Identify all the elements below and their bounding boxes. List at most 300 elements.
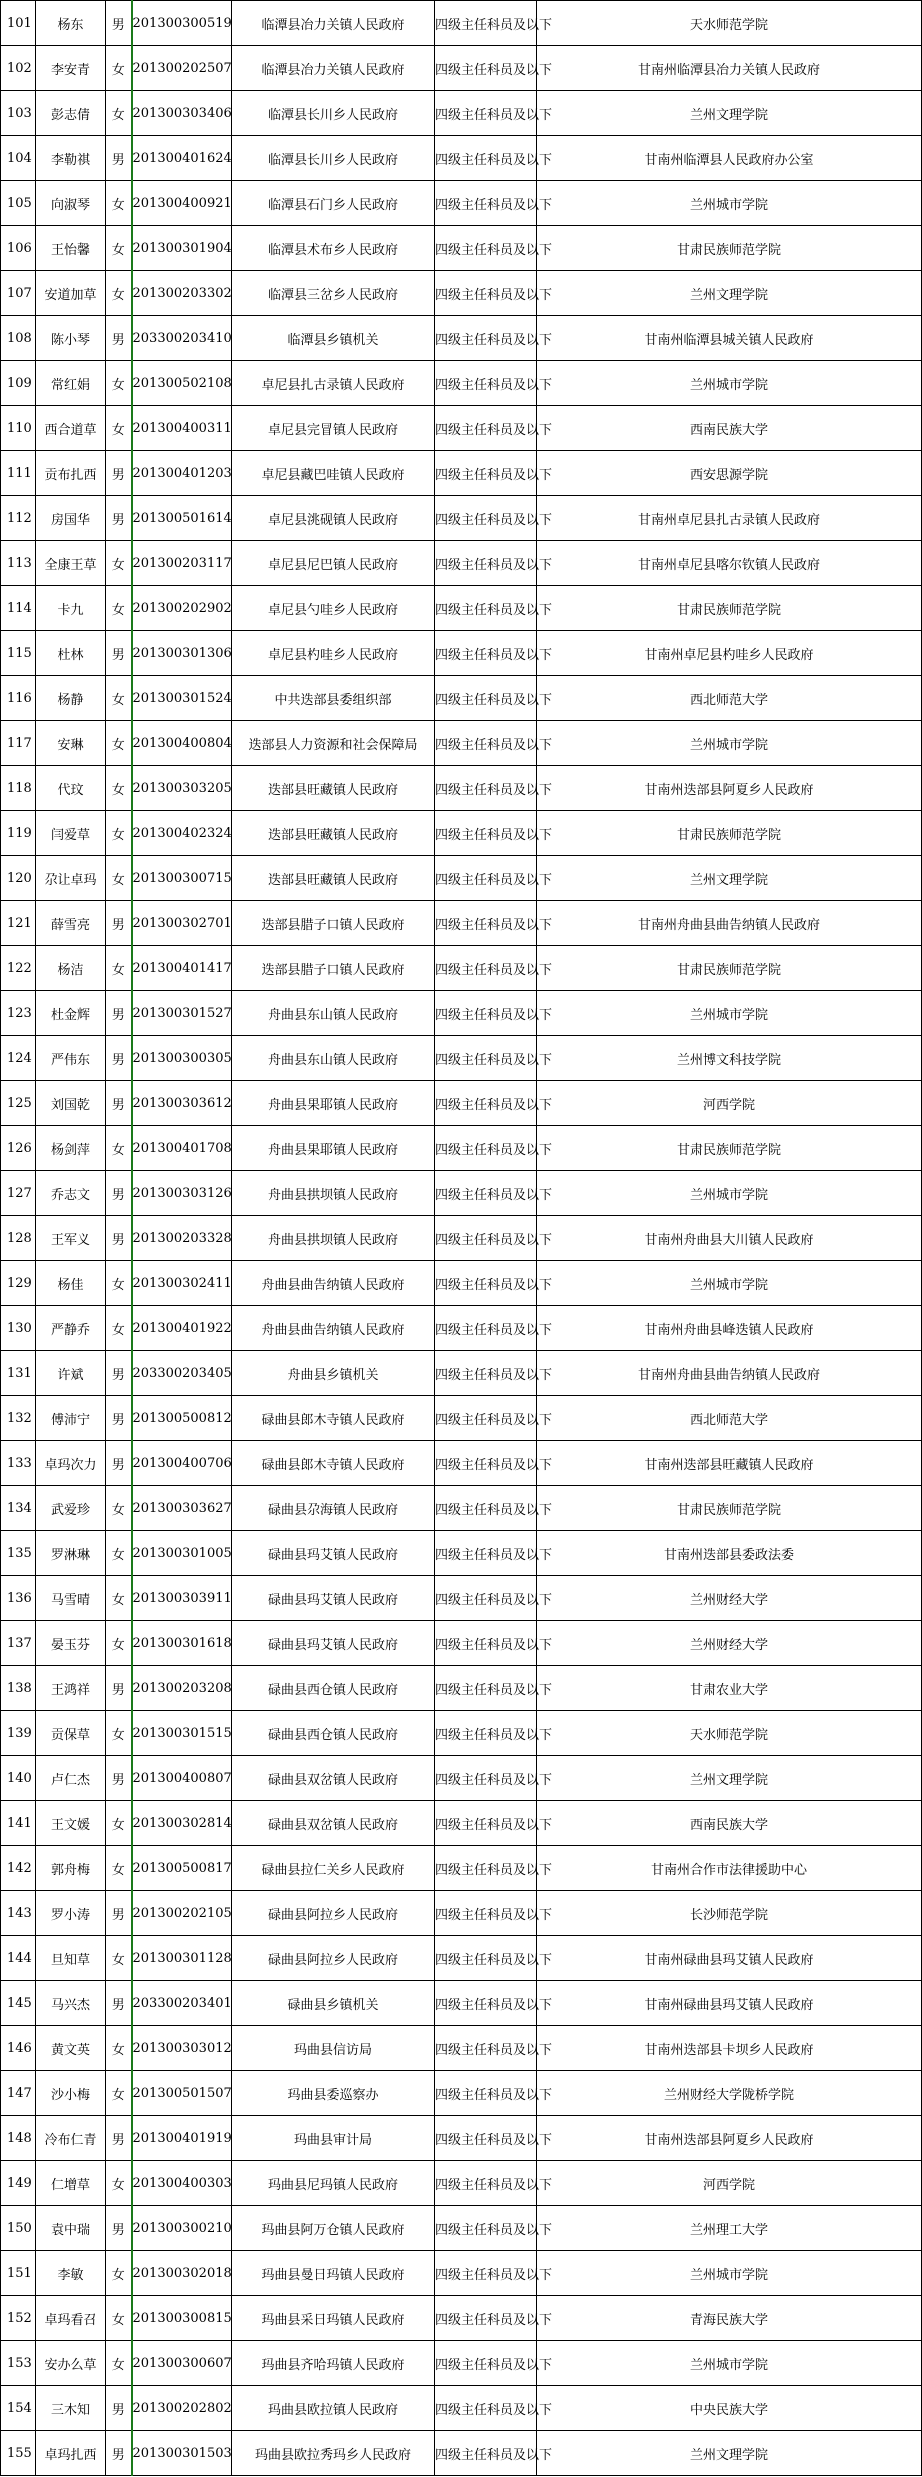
exam-id-cell: 201300401922 xyxy=(132,1306,232,1351)
gender-cell: 男 xyxy=(106,1981,132,2026)
source-unit-cell: 兰州理工大学 xyxy=(537,2206,922,2251)
table-row xyxy=(1,541,922,586)
name-cell: 安办么草 xyxy=(36,2341,106,2386)
job-level-cell: 四级主任科员及以下 xyxy=(435,91,537,136)
gender-cell: 女 xyxy=(106,811,132,856)
position-unit-cell: 玛曲县信访局 xyxy=(232,2026,435,2071)
source-unit-cell: 甘南州碌曲县玛艾镇人民政府 xyxy=(537,1936,922,1981)
name-cell: 李安青 xyxy=(36,46,106,91)
source-unit-cell: 西安思源学院 xyxy=(537,451,922,496)
source-unit-cell: 兰州财经大学 xyxy=(537,1621,922,1666)
source-unit-cell: 兰州城市学院 xyxy=(537,1261,922,1306)
table-row xyxy=(1,1261,922,1306)
gender-cell: 男 xyxy=(106,1036,132,1081)
exam-id-cell: 201300401708 xyxy=(132,1126,232,1171)
row-number-cell: 148 xyxy=(1,2116,36,2161)
row-number-cell: 153 xyxy=(1,2341,36,2386)
name-cell: 严伟东 xyxy=(36,1036,106,1081)
row-number-cell: 111 xyxy=(1,451,36,496)
table-row xyxy=(1,1081,922,1126)
job-level-cell: 四级主任科员及以下 xyxy=(435,1621,537,1666)
position-unit-cell: 碌曲县乡镇机关 xyxy=(232,1981,435,2026)
job-level-cell: 四级主任科员及以下 xyxy=(435,1576,537,1621)
gender-cell: 男 xyxy=(106,2206,132,2251)
job-level-cell: 四级主任科员及以下 xyxy=(435,2251,537,2296)
job-level-cell: 四级主任科员及以下 xyxy=(435,2431,537,2476)
position-unit-cell: 临潭县冶力关镇人民政府 xyxy=(232,1,435,46)
job-level-cell: 四级主任科员及以下 xyxy=(435,1756,537,1801)
table-row xyxy=(1,1666,922,1711)
name-cell: 陈小琴 xyxy=(36,316,106,361)
gender-cell: 男 xyxy=(106,901,132,946)
position-unit-cell: 玛曲县审计局 xyxy=(232,2116,435,2161)
row-number-cell: 151 xyxy=(1,2251,36,2296)
table-row xyxy=(1,2386,922,2431)
table-row xyxy=(1,181,922,226)
gender-cell: 男 xyxy=(106,1396,132,1441)
position-unit-cell: 碌曲县西仓镇人民政府 xyxy=(232,1711,435,1756)
exam-id-cell: 201300501614 xyxy=(132,496,232,541)
position-unit-cell: 迭部县旺藏镇人民政府 xyxy=(232,856,435,901)
table-row xyxy=(1,2296,922,2341)
position-unit-cell: 卓尼县完冒镇人民政府 xyxy=(232,406,435,451)
name-cell: 李敏 xyxy=(36,2251,106,2296)
row-number-cell: 107 xyxy=(1,271,36,316)
name-cell: 刘国乾 xyxy=(36,1081,106,1126)
job-level-cell: 四级主任科员及以下 xyxy=(435,451,537,496)
source-unit-cell: 甘南州迭部县卡坝乡人民政府 xyxy=(537,2026,922,2071)
position-unit-cell: 迭部县旺藏镇人民政府 xyxy=(232,766,435,811)
row-number-cell: 143 xyxy=(1,1891,36,1936)
table-row xyxy=(1,1531,922,1576)
name-cell: 杜金辉 xyxy=(36,991,106,1036)
position-unit-cell: 玛曲县委巡察办 xyxy=(232,2071,435,2116)
job-level-cell: 四级主任科员及以下 xyxy=(435,766,537,811)
table-row xyxy=(1,946,922,991)
exam-id-cell: 201300301503 xyxy=(132,2431,232,2476)
source-unit-cell: 甘南州碌曲县玛艾镇人民政府 xyxy=(537,1981,922,2026)
job-level-cell: 四级主任科员及以下 xyxy=(435,2341,537,2386)
gender-cell: 女 xyxy=(106,2341,132,2386)
gender-cell: 女 xyxy=(106,2071,132,2116)
gender-cell: 女 xyxy=(106,1621,132,1666)
table-row xyxy=(1,1846,922,1891)
source-unit-cell: 甘肃民族师范学院 xyxy=(537,946,922,991)
position-unit-cell: 中共迭部县委组织部 xyxy=(232,676,435,721)
row-number-cell: 136 xyxy=(1,1576,36,1621)
row-number-cell: 103 xyxy=(1,91,36,136)
job-level-cell: 四级主任科员及以下 xyxy=(435,271,537,316)
gender-cell: 女 xyxy=(106,1846,132,1891)
exam-id-cell: 201300303612 xyxy=(132,1081,232,1126)
job-level-cell: 四级主任科员及以下 xyxy=(435,2071,537,2116)
gender-cell: 男 xyxy=(106,1756,132,1801)
row-number-cell: 142 xyxy=(1,1846,36,1891)
position-unit-cell: 舟曲县拱坝镇人民政府 xyxy=(232,1216,435,1261)
row-number-cell: 122 xyxy=(1,946,36,991)
position-unit-cell: 舟曲县东山镇人民政府 xyxy=(232,1036,435,1081)
table-row xyxy=(1,676,922,721)
gender-cell: 男 xyxy=(106,631,132,676)
name-cell: 卡九 xyxy=(36,586,106,631)
row-number-cell: 124 xyxy=(1,1036,36,1081)
source-unit-cell: 甘南州迭部县旺藏镇人民政府 xyxy=(537,1441,922,1486)
gender-cell: 女 xyxy=(106,2161,132,2206)
name-cell: 向淑琴 xyxy=(36,181,106,226)
source-unit-cell: 甘肃民族师范学院 xyxy=(537,226,922,271)
name-cell: 杨剑萍 xyxy=(36,1126,106,1171)
gender-cell: 男 xyxy=(106,1081,132,1126)
table-row xyxy=(1,631,922,676)
row-number-cell: 139 xyxy=(1,1711,36,1756)
table-row xyxy=(1,1711,922,1756)
row-number-cell: 116 xyxy=(1,676,36,721)
gender-cell: 男 xyxy=(106,1891,132,1936)
exam-id-cell: 201300303911 xyxy=(132,1576,232,1621)
row-number-cell: 132 xyxy=(1,1396,36,1441)
table-row xyxy=(1,361,922,406)
gender-cell: 男 xyxy=(106,1,132,46)
gender-cell: 女 xyxy=(106,1711,132,1756)
exam-id-cell: 201300400804 xyxy=(132,721,232,766)
job-level-cell: 四级主任科员及以下 xyxy=(435,1531,537,1576)
job-level-cell: 四级主任科员及以下 xyxy=(435,181,537,226)
gender-cell: 女 xyxy=(106,271,132,316)
exam-id-cell: 201300301515 xyxy=(132,1711,232,1756)
row-number-cell: 133 xyxy=(1,1441,36,1486)
name-cell: 马雪晴 xyxy=(36,1576,106,1621)
table-row xyxy=(1,271,922,316)
gender-cell: 男 xyxy=(106,1666,132,1711)
table-row xyxy=(1,721,922,766)
table-row xyxy=(1,811,922,856)
job-level-cell: 四级主任科员及以下 xyxy=(435,2386,537,2431)
source-unit-cell: 甘肃民族师范学院 xyxy=(537,1486,922,1531)
name-cell: 冷布仁青 xyxy=(36,2116,106,2161)
row-number-cell: 130 xyxy=(1,1306,36,1351)
position-unit-cell: 舟曲县东山镇人民政府 xyxy=(232,991,435,1036)
row-number-cell: 137 xyxy=(1,1621,36,1666)
row-number-cell: 127 xyxy=(1,1171,36,1216)
exam-id-cell: 201300202902 xyxy=(132,586,232,631)
exam-id-cell: 201300300715 xyxy=(132,856,232,901)
position-unit-cell: 卓尼县藏巴哇镇人民政府 xyxy=(232,451,435,496)
row-number-cell: 109 xyxy=(1,361,36,406)
position-unit-cell: 碌曲县玛艾镇人民政府 xyxy=(232,1621,435,1666)
name-cell: 房国华 xyxy=(36,496,106,541)
name-cell: 许斌 xyxy=(36,1351,106,1396)
exam-id-cell: 201300501507 xyxy=(132,2071,232,2116)
job-level-cell: 四级主任科员及以下 xyxy=(435,1216,537,1261)
name-cell: 杨洁 xyxy=(36,946,106,991)
row-number-cell: 140 xyxy=(1,1756,36,1801)
gender-cell: 女 xyxy=(106,181,132,226)
position-unit-cell: 临潭县长川乡人民政府 xyxy=(232,91,435,136)
exam-id-cell: 201300300519 xyxy=(132,1,232,46)
name-cell: 常红娟 xyxy=(36,361,106,406)
job-level-cell: 四级主任科员及以下 xyxy=(435,2116,537,2161)
source-unit-cell: 兰州博文科技学院 xyxy=(537,1036,922,1081)
position-unit-cell: 玛曲县尼玛镇人民政府 xyxy=(232,2161,435,2206)
exam-id-cell: 201300402324 xyxy=(132,811,232,856)
table-row xyxy=(1,2071,922,2116)
table-row xyxy=(1,2206,922,2251)
source-unit-cell: 甘南州迭部县阿夏乡人民政府 xyxy=(537,2116,922,2161)
position-unit-cell: 碌曲县郎木寺镇人民政府 xyxy=(232,1396,435,1441)
table-row xyxy=(1,901,922,946)
exam-id-cell: 201300502108 xyxy=(132,361,232,406)
gender-cell: 女 xyxy=(106,856,132,901)
table-row xyxy=(1,1621,922,1666)
table-row xyxy=(1,1036,922,1081)
job-level-cell: 四级主任科员及以下 xyxy=(435,631,537,676)
exam-id-cell: 201300400311 xyxy=(132,406,232,451)
source-unit-cell: 长沙师范学院 xyxy=(537,1891,922,1936)
job-level-cell: 四级主任科员及以下 xyxy=(435,991,537,1036)
exam-id-cell: 201300203117 xyxy=(132,541,232,586)
exam-id-cell: 201300301306 xyxy=(132,631,232,676)
gender-cell: 男 xyxy=(106,991,132,1036)
position-unit-cell: 临潭县术布乡人民政府 xyxy=(232,226,435,271)
source-unit-cell: 甘南州合作市法律援助中心 xyxy=(537,1846,922,1891)
name-cell: 三木知 xyxy=(36,2386,106,2431)
row-number-cell: 146 xyxy=(1,2026,36,2071)
row-number-cell: 106 xyxy=(1,226,36,271)
gender-cell: 女 xyxy=(106,2296,132,2341)
row-number-cell: 114 xyxy=(1,586,36,631)
gender-cell: 女 xyxy=(106,406,132,451)
name-cell: 罗小涛 xyxy=(36,1891,106,1936)
source-unit-cell: 西南民族大学 xyxy=(537,406,922,451)
exam-id-cell: 201300401624 xyxy=(132,136,232,181)
position-unit-cell: 碌曲县阿拉乡人民政府 xyxy=(232,1936,435,1981)
row-number-cell: 134 xyxy=(1,1486,36,1531)
job-level-cell: 四级主任科员及以下 xyxy=(435,2026,537,2071)
gender-cell: 男 xyxy=(106,451,132,496)
name-cell: 安道加草 xyxy=(36,271,106,316)
source-unit-cell: 甘肃民族师范学院 xyxy=(537,586,922,631)
position-unit-cell: 碌曲县尕海镇人民政府 xyxy=(232,1486,435,1531)
gender-cell: 男 xyxy=(106,496,132,541)
exam-id-cell: 201300202802 xyxy=(132,2386,232,2431)
job-level-cell: 四级主任科员及以下 xyxy=(435,1306,537,1351)
table-row xyxy=(1,316,922,361)
exam-id-cell: 201300303126 xyxy=(132,1171,232,1216)
table-row xyxy=(1,1351,922,1396)
row-number-cell: 141 xyxy=(1,1801,36,1846)
exam-id-cell: 203300203405 xyxy=(132,1351,232,1396)
position-unit-cell: 迭部县旺藏镇人民政府 xyxy=(232,811,435,856)
position-unit-cell: 玛曲县阿万仓镇人民政府 xyxy=(232,2206,435,2251)
row-number-cell: 150 xyxy=(1,2206,36,2251)
name-cell: 尕让卓玛 xyxy=(36,856,106,901)
source-unit-cell: 甘南州临潭县冶力关镇人民政府 xyxy=(537,46,922,91)
table-row xyxy=(1,1171,922,1216)
source-unit-cell: 甘肃农业大学 xyxy=(537,1666,922,1711)
exam-id-cell: 201300203302 xyxy=(132,271,232,316)
table-row xyxy=(1,1756,922,1801)
table-row xyxy=(1,496,922,541)
name-cell: 杨静 xyxy=(36,676,106,721)
table-row xyxy=(1,1936,922,1981)
name-cell: 晏玉芬 xyxy=(36,1621,106,1666)
row-number-cell: 101 xyxy=(1,1,36,46)
name-cell: 杜林 xyxy=(36,631,106,676)
table-row xyxy=(1,1891,922,1936)
row-number-cell: 118 xyxy=(1,766,36,811)
gender-cell: 女 xyxy=(106,1306,132,1351)
table-row xyxy=(1,2341,922,2386)
position-unit-cell: 碌曲县玛艾镇人民政府 xyxy=(232,1576,435,1621)
job-level-cell: 四级主任科员及以下 xyxy=(435,1981,537,2026)
name-cell: 安琳 xyxy=(36,721,106,766)
gender-cell: 女 xyxy=(106,2251,132,2296)
table-row xyxy=(1,46,922,91)
gender-cell: 女 xyxy=(106,1126,132,1171)
name-cell: 乔志文 xyxy=(36,1171,106,1216)
name-cell: 薛雪亮 xyxy=(36,901,106,946)
job-level-cell: 四级主任科员及以下 xyxy=(435,361,537,406)
name-cell: 李勒祺 xyxy=(36,136,106,181)
job-level-cell: 四级主任科员及以下 xyxy=(435,1351,537,1396)
job-level-cell: 四级主任科员及以下 xyxy=(435,586,537,631)
source-unit-cell: 兰州文理学院 xyxy=(537,91,922,136)
position-unit-cell: 舟曲县果耶镇人民政府 xyxy=(232,1126,435,1171)
position-unit-cell: 碌曲县双岔镇人民政府 xyxy=(232,1756,435,1801)
name-cell: 杨东 xyxy=(36,1,106,46)
job-level-cell: 四级主任科员及以下 xyxy=(435,1081,537,1126)
name-cell: 王怡馨 xyxy=(36,226,106,271)
job-level-cell: 四级主任科员及以下 xyxy=(435,1936,537,1981)
exam-id-cell: 201300300210 xyxy=(132,2206,232,2251)
position-unit-cell: 迭部县人力资源和社会保障局 xyxy=(232,721,435,766)
name-cell: 王军义 xyxy=(36,1216,106,1261)
gender-cell: 女 xyxy=(106,586,132,631)
name-cell: 彭志倩 xyxy=(36,91,106,136)
exam-id-cell: 201300500812 xyxy=(132,1396,232,1441)
position-unit-cell: 舟曲县曲告纳镇人民政府 xyxy=(232,1261,435,1306)
position-unit-cell: 舟曲县拱坝镇人民政府 xyxy=(232,1171,435,1216)
source-unit-cell: 河西学院 xyxy=(537,2161,922,2206)
exam-id-cell: 201300400303 xyxy=(132,2161,232,2206)
job-level-cell: 四级主任科员及以下 xyxy=(435,1441,537,1486)
name-cell: 傅沛宁 xyxy=(36,1396,106,1441)
position-unit-cell: 卓尼县勺哇乡人民政府 xyxy=(232,586,435,631)
table-row xyxy=(1,226,922,271)
row-number-cell: 128 xyxy=(1,1216,36,1261)
gender-cell: 女 xyxy=(106,676,132,721)
row-number-cell: 126 xyxy=(1,1126,36,1171)
row-number-cell: 117 xyxy=(1,721,36,766)
exam-id-cell: 201300301128 xyxy=(132,1936,232,1981)
name-cell: 闫爱草 xyxy=(36,811,106,856)
row-number-cell: 145 xyxy=(1,1981,36,2026)
gender-cell: 男 xyxy=(106,1216,132,1261)
job-level-cell: 四级主任科员及以下 xyxy=(435,856,537,901)
row-number-cell: 112 xyxy=(1,496,36,541)
position-unit-cell: 碌曲县拉仁关乡人民政府 xyxy=(232,1846,435,1891)
name-cell: 卓玛扎西 xyxy=(36,2431,106,2476)
source-unit-cell: 河西学院 xyxy=(537,1081,922,1126)
exam-id-cell: 203300203410 xyxy=(132,316,232,361)
source-unit-cell: 甘南州舟曲县峰迭镇人民政府 xyxy=(537,1306,922,1351)
gender-cell: 女 xyxy=(106,1936,132,1981)
table-row xyxy=(1,586,922,631)
table-row xyxy=(1,991,922,1036)
job-level-cell: 四级主任科员及以下 xyxy=(435,721,537,766)
job-level-cell: 四级主任科员及以下 xyxy=(435,136,537,181)
gender-cell: 女 xyxy=(106,91,132,136)
position-unit-cell: 玛曲县采日玛镇人民政府 xyxy=(232,2296,435,2341)
exam-id-cell: 201300300305 xyxy=(132,1036,232,1081)
position-unit-cell: 临潭县乡镇机关 xyxy=(232,316,435,361)
exam-id-cell: 201300300815 xyxy=(132,2296,232,2341)
row-number-cell: 125 xyxy=(1,1081,36,1126)
source-unit-cell: 甘南州卓尼县喀尔钦镇人民政府 xyxy=(537,541,922,586)
source-unit-cell: 中央民族大学 xyxy=(537,2386,922,2431)
source-unit-cell: 甘南州临潭县城关镇人民政府 xyxy=(537,316,922,361)
job-level-cell: 四级主任科员及以下 xyxy=(435,1396,537,1441)
exam-id-cell: 201300400706 xyxy=(132,1441,232,1486)
gender-cell: 男 xyxy=(106,316,132,361)
job-level-cell: 四级主任科员及以下 xyxy=(435,1846,537,1891)
table-row xyxy=(1,451,922,496)
exam-id-cell: 201300301618 xyxy=(132,1621,232,1666)
source-unit-cell: 兰州城市学院 xyxy=(537,181,922,226)
table-row xyxy=(1,1981,922,2026)
source-unit-cell: 兰州城市学院 xyxy=(537,991,922,1036)
row-number-cell: 121 xyxy=(1,901,36,946)
source-unit-cell: 兰州城市学院 xyxy=(537,2341,922,2386)
job-level-cell: 四级主任科员及以下 xyxy=(435,541,537,586)
job-level-cell: 四级主任科员及以下 xyxy=(435,406,537,451)
source-unit-cell: 兰州城市学院 xyxy=(537,361,922,406)
table-row xyxy=(1,2431,922,2476)
job-level-cell: 四级主任科员及以下 xyxy=(435,46,537,91)
position-unit-cell: 舟曲县乡镇机关 xyxy=(232,1351,435,1396)
job-level-cell: 四级主任科员及以下 xyxy=(435,2206,537,2251)
row-number-cell: 120 xyxy=(1,856,36,901)
gender-cell: 女 xyxy=(106,1486,132,1531)
exam-id-cell: 201300303012 xyxy=(132,2026,232,2071)
table-row xyxy=(1,2251,922,2296)
job-level-cell: 四级主任科员及以下 xyxy=(435,2161,537,2206)
source-unit-cell: 西北师范大学 xyxy=(537,1396,922,1441)
table-row xyxy=(1,1801,922,1846)
source-unit-cell: 青海民族大学 xyxy=(537,2296,922,2341)
name-cell: 严静乔 xyxy=(36,1306,106,1351)
exam-id-cell: 201300202105 xyxy=(132,1891,232,1936)
name-cell: 马兴杰 xyxy=(36,1981,106,2026)
job-level-cell: 四级主任科员及以下 xyxy=(435,1711,537,1756)
gender-cell: 女 xyxy=(106,2026,132,2071)
exam-id-cell: 201300303627 xyxy=(132,1486,232,1531)
name-cell: 仁增草 xyxy=(36,2161,106,2206)
exam-id-cell: 201300303205 xyxy=(132,766,232,811)
exam-id-cell: 201300401203 xyxy=(132,451,232,496)
table-row xyxy=(1,1,922,46)
source-unit-cell: 西北师范大学 xyxy=(537,676,922,721)
source-unit-cell: 兰州财经大学 xyxy=(537,1576,922,1621)
job-level-cell: 四级主任科员及以下 xyxy=(435,1036,537,1081)
gender-cell: 男 xyxy=(106,1441,132,1486)
job-level-cell: 四级主任科员及以下 xyxy=(435,1666,537,1711)
name-cell: 卓玛次力 xyxy=(36,1441,106,1486)
position-unit-cell: 舟曲县曲告纳镇人民政府 xyxy=(232,1306,435,1351)
gender-cell: 女 xyxy=(106,1576,132,1621)
position-unit-cell: 碌曲县郎木寺镇人民政府 xyxy=(232,1441,435,1486)
row-number-cell: 105 xyxy=(1,181,36,226)
